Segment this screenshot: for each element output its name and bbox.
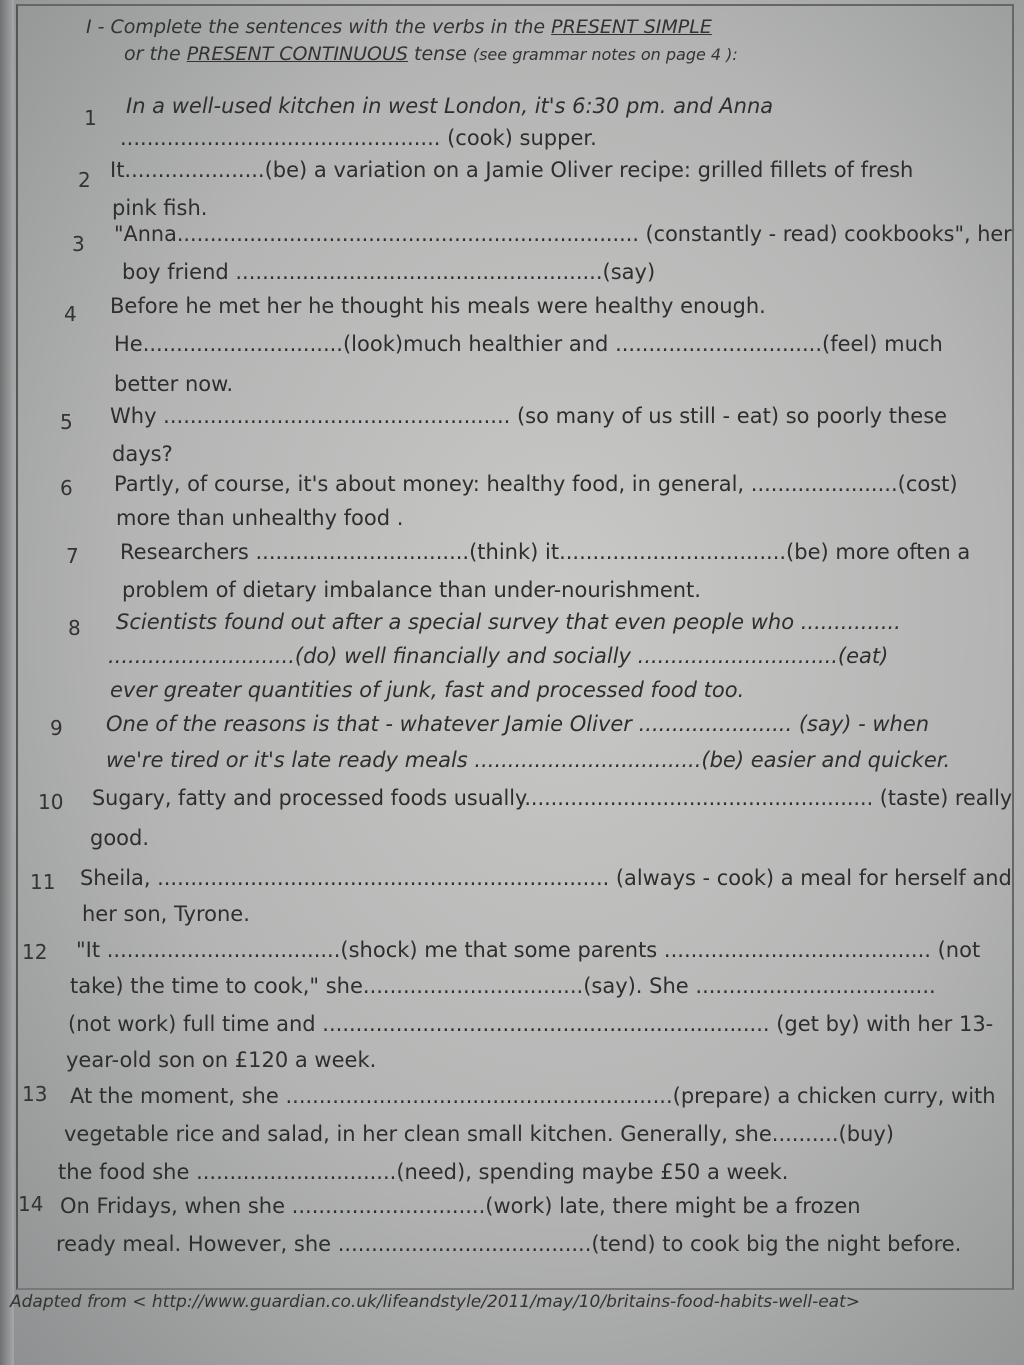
sentence-line: One of the reasons is that - whatever Jamie Oliver ....................... (say) - when: [106, 712, 930, 736]
sentence-line: It.....................(be) a variation on a Jamie Oliver recipe: grilled fillets of fresh: [110, 158, 914, 182]
instruction-line-1: [86, 14, 986, 41]
sentence-line: more than unhealthy food .: [116, 506, 404, 530]
sentence-line: we're tired or it's late ready meals ..................................(be) easier and quicker.: [106, 748, 951, 772]
instruction-or: or the: [124, 43, 187, 65]
item-number: 9: [50, 716, 63, 740]
exercise-instruction: [86, 14, 986, 68]
sentence-line: take) the time to cook," she.................................(say). She ....................................: [70, 974, 936, 998]
sentence-line: Why .................................................... (so many of us still - eat) so poorly these: [110, 404, 948, 428]
item-number: 6: [60, 476, 73, 500]
sentence-line: He..............................(look)much healthier and ...............................(feel) much: [114, 332, 943, 356]
item-number: 4: [64, 302, 77, 326]
sentence-line: Scientists found out after a special survey that even people who ...............: [116, 610, 901, 634]
instruction-line-2: [86, 41, 986, 68]
source-citation: Adapted from < http://www.guardian.co.uk/lifeandstyle/2011/may/10/britains-food-habits-well-eat>: [10, 1292, 860, 1312]
grammar-note: (see grammar notes on page 4 ):: [472, 45, 738, 64]
sentence-line: good.: [90, 826, 150, 850]
item-number: 10: [38, 790, 64, 814]
sentence-line: better now.: [114, 372, 234, 396]
sentence-line: "Anna...................................................................... (constantly - read) cookbooks", her: [114, 222, 1012, 246]
item-number: 8: [68, 616, 81, 640]
page-fold-shadow: [0, 0, 14, 1365]
sentence-line: (not work) full time and ................................................................... (get by) with her 13-: [68, 1012, 994, 1036]
sentence-line: days?: [112, 442, 173, 466]
sentence-line: the food she ..............................(need), spending maybe £50 a week.: [58, 1160, 789, 1184]
sentence-line: ............................(do) well financially and socially ..............................(eat): [108, 644, 889, 668]
sentence-line: Partly, of course, it's about money: healthy food, in general, ......................(cost): [114, 472, 958, 496]
sentence-line: ready meal. However, she ......................................(tend) to cook big the night before.: [56, 1232, 962, 1256]
sentence-line: boy friend .......................................................(say): [122, 260, 656, 284]
item-number: 1: [84, 106, 97, 130]
sentence-line: At the moment, she ..........................................................(prepare) a chicken curry, with: [70, 1084, 996, 1108]
tense-present-continuous: PRESENT CONTINUOUS: [186, 43, 408, 65]
sentence-line: ever greater quantities of junk, fast and processed food too.: [110, 678, 745, 702]
item-number: 5: [60, 410, 73, 434]
sentence-line: Researchers ................................(think) it..................................(be) more often a: [120, 540, 971, 564]
sentence-line: vegetable rice and salad, in her clean small kitchen. Generally, she..........(buy): [64, 1122, 894, 1146]
sentence-line: On Fridays, when she .............................(work) late, there might be a frozen: [60, 1194, 861, 1218]
sentence-line: Sugary, fatty and processed foods usually..................................................... (taste) really: [92, 786, 1013, 810]
sentence-line: Sheila, .................................................................... (always - cook) a meal for herself and: [80, 866, 1012, 890]
sentence-line: "It ...................................(shock) me that some parents ........................................ (not: [76, 938, 981, 962]
item-number: 7: [66, 544, 79, 568]
item-number: 13: [22, 1082, 48, 1106]
sentence-line: In a well-used kitchen in west London, it's 6:30 pm. and Anna: [126, 94, 774, 118]
sentence-line: pink fish.: [112, 196, 208, 220]
item-number: 14: [18, 1192, 44, 1216]
instruction-tense-word: tense: [407, 43, 473, 65]
item-number: 12: [22, 940, 48, 964]
sentence-line: problem of dietary imbalance than under-nourishment.: [122, 578, 701, 602]
sentence-line: year-old son on £120 a week.: [66, 1048, 377, 1072]
item-number: 11: [30, 870, 56, 894]
sentence-line: ................................................ (cook) supper.: [120, 126, 597, 150]
instruction-prefix: I - Complete the sentences with the verbs in the: [86, 16, 552, 38]
sentence-line: her son, Tyrone.: [82, 902, 250, 926]
item-number: 2: [78, 168, 91, 192]
tense-present-simple: PRESENT SIMPLE: [551, 16, 712, 38]
sentence-line: Before he met her he thought his meals were healthy enough.: [110, 294, 766, 318]
item-number: 3: [72, 232, 85, 256]
